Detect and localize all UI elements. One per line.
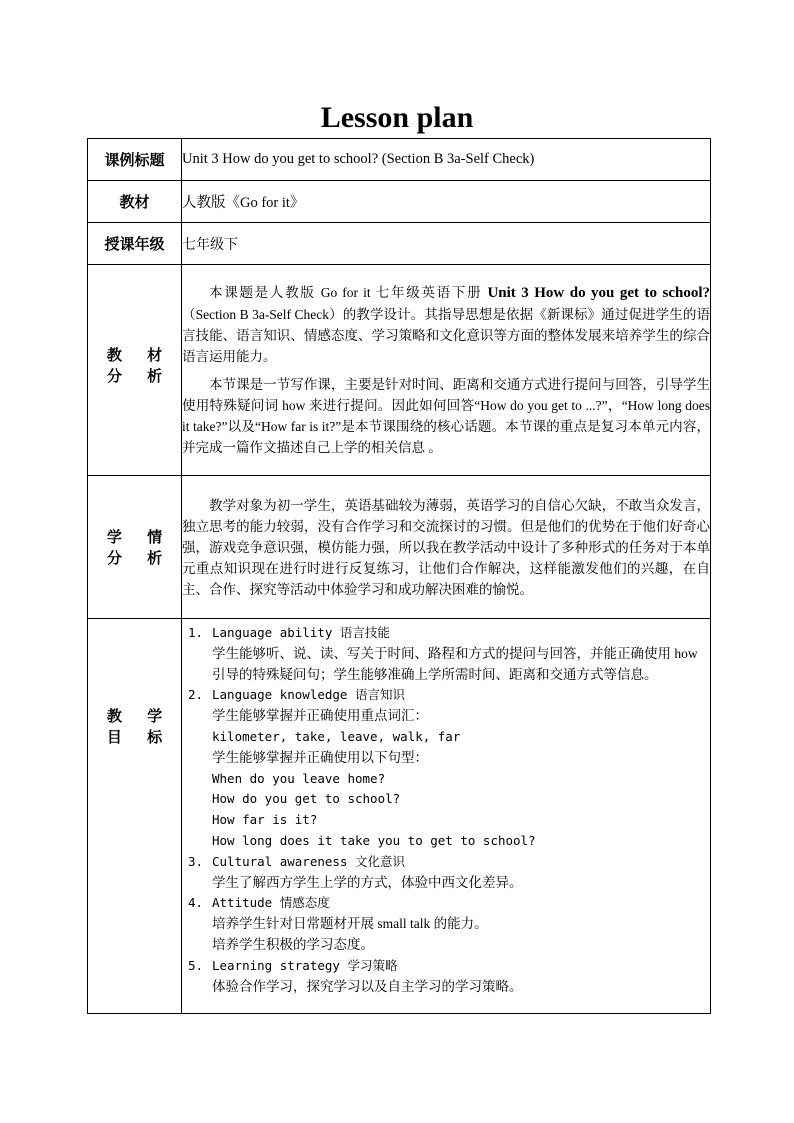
objective-title: Learning strategy 学习策略 xyxy=(212,957,398,973)
analysis-paragraph-2: 本节课是一节写作课，主要是针对时间、距离和交通方式进行提问与回答，引导学生使用特殊疑问词 how 来进行提问。因此如何回答“How do you get to ...?”，“How long does it take?”以及“How far is it?”是本节课围绕的核心话题。本节课的重点是复习本单元内容，并完成一篇作文描述自己上学的相关信息 。 xyxy=(182,377,710,455)
objective-line: How long does it take you to get to school? xyxy=(212,832,536,848)
objectives-label-top: 教 学 xyxy=(106,707,173,725)
objective-line: kilometer, take, leave, walk, far xyxy=(212,728,461,744)
topic-label: 课例标题 xyxy=(88,139,182,181)
row-material-analysis xyxy=(88,265,711,476)
objective-line: 培养学生针对日常题材开展 small talk 的能力。 xyxy=(212,916,488,932)
analysis-p1-unit: Unit 3 How do you get to school? xyxy=(487,285,710,301)
analysis-p1-end: （Section B 3a-Self Check）的教学设计。其指导思想是依据《新课标》通过促进学生的语言技能、语言知识、情感态度、学习策略和文化意识等方面的整体发展来培养学生的综合语言运用能力。 xyxy=(182,307,710,364)
learner-analysis-text xyxy=(182,476,711,619)
objective-heading xyxy=(188,852,710,873)
objective-title: Language ability 语言技能 xyxy=(212,625,390,640)
objectives-label-bottom: 目 标 xyxy=(106,728,173,746)
objective-line: 学生能够掌握并正确使用以下句型： xyxy=(212,749,428,765)
analysis-paragraph-1 xyxy=(182,282,710,367)
grade-label: 授课年级 xyxy=(88,223,182,265)
learner-label-bottom: 分 析 xyxy=(106,549,173,567)
row-topic xyxy=(88,139,711,181)
page-title: Lesson plan xyxy=(320,101,474,134)
topic-value: Unit 3 How do you get to school? (Section B 3a-Self Check) xyxy=(182,139,711,181)
objectives-list xyxy=(182,619,710,1001)
row-material xyxy=(88,181,711,223)
objective-line: 学生能够听、说、读、写关于时间、路程和方式的提问与回答，并能正确使用 how 引导的特殊疑问句；学生能够准确上学所需时间、距离和交通方式等信息。 xyxy=(212,645,698,682)
learner-label-top: 学 情 xyxy=(106,528,173,546)
objective-number: 2. xyxy=(188,687,204,703)
row-grade xyxy=(88,223,711,265)
objective-title: Attitude 情感态度 xyxy=(212,895,330,911)
learner-paragraph: 教学对象为初一学生，英语基础较为薄弱，英语学习的自信心欠缺，不敢当众发言，独立思考的能力较弱，没有合作学习和交流探讨的习惯。但是他们的优势在于他们好奇心强，游戏竞争意识强，模仿能力强，所以我在教学活动中设计了多种形式的任务对于本单元重点知识现在进行时进行反复练习，让他们合作解决，这样能激发他们的兴趣，在自主、合作、探究等活动中体验学习和成功解决困难的愉悦。 xyxy=(182,497,710,597)
material-analysis-text xyxy=(182,265,711,476)
objective-heading xyxy=(188,893,710,914)
analysis-p1-start: 本课题是人教版 Go for it 七年级英语下册 xyxy=(209,285,488,300)
objective-line: 学生了解西方学生上学的方式，体验中西文化差异。 xyxy=(212,874,523,890)
material-analysis-label-top: 教 材 xyxy=(106,346,173,364)
objective-line: 培养学生积极的学习态度。 xyxy=(212,936,374,952)
row-objectives xyxy=(88,619,711,1014)
objective-heading xyxy=(188,623,710,644)
material-value: 人教版《Go for it》 xyxy=(182,181,711,223)
material-analysis-label xyxy=(88,265,182,476)
objectives-label xyxy=(88,619,182,1014)
objective-line: 学生能够掌握并正确使用重点词汇： xyxy=(212,708,428,724)
objective-line: 体验合作学习，探究学习以及自主学习的学习策略。 xyxy=(212,978,523,994)
objective-number: 5. xyxy=(188,957,204,973)
objective-heading xyxy=(188,685,710,706)
objective-title: Language knowledge 语言知识 xyxy=(212,687,405,703)
material-label: 教材 xyxy=(88,181,182,223)
objective-heading xyxy=(188,956,710,977)
grade-value: 七年级下 xyxy=(182,223,711,265)
row-learner-analysis xyxy=(88,476,711,619)
learner-analysis-label xyxy=(88,476,182,619)
objective-number: 4. xyxy=(188,895,204,911)
lesson-plan-table xyxy=(87,138,711,1014)
material-analysis-label-bottom: 分 析 xyxy=(106,367,173,385)
objective-number: 1. xyxy=(188,625,204,640)
objective-number: 3. xyxy=(188,853,204,869)
objective-line: How do you get to school? xyxy=(212,791,401,807)
objectives-content xyxy=(182,619,711,1014)
objective-line: When do you leave home? xyxy=(212,770,386,786)
objective-line: How far is it? xyxy=(212,812,318,828)
objective-title: Cultural awareness 文化意识 xyxy=(212,853,405,869)
